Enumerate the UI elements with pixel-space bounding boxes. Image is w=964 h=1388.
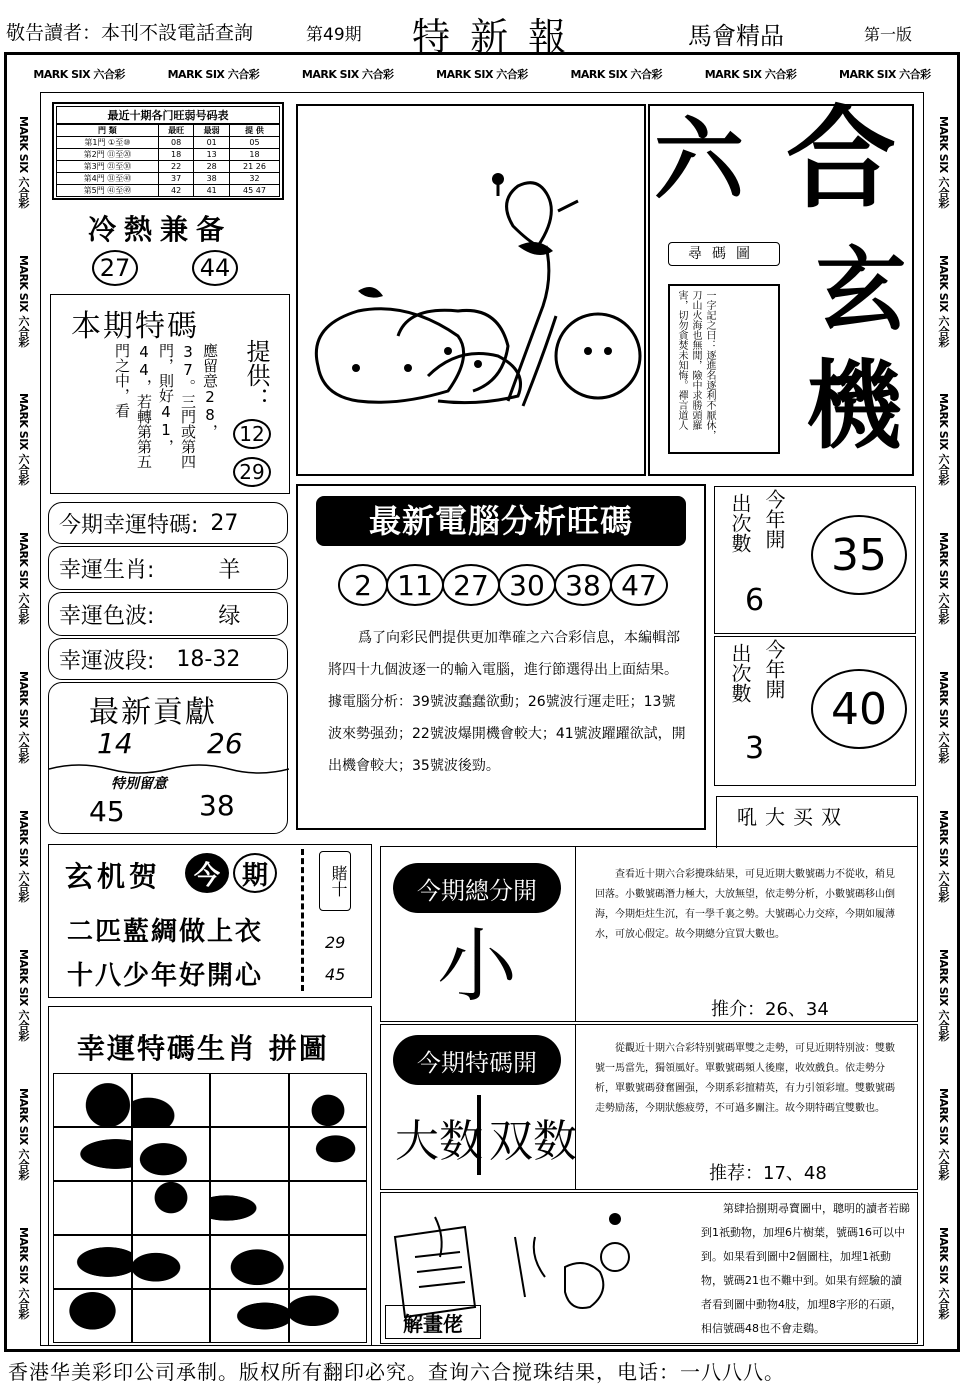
special-split-body: 從觀近十期六合彩特别號碼單雙之走勢，可見近期特別波：雙數號一馬當先，獨領風好。單數號碼頻人後塵，收效戲負。依走勢分析，單數號碼發奮圖强，今期系彩擅精英，有力引領彩壇。雙數號碼走勢励荡，今期狀態疲勞，不可過多關注。故今期特碼宜雙數也。 (595, 1043, 895, 1114)
cold-hot-number: 44 (192, 250, 238, 286)
contribution-number: 26 (207, 727, 243, 760)
analysis-body: 爲了向彩民們提供更加準確之六合彩信息，本編輯部將四十九個波逐一的輸入電腦，進行節選得出上面結果。據電腦分析：39號波蠢蠢欲動；26號波行運走旺；13號波來勢强劲；22號波爆開機會較大；41號波躍躍欲試，開出機會較大；35號波後勁。 (328, 630, 686, 774)
total-split-body: 查看近十期六合彩攪珠結果，可見近期大數號碼力不從收，稍見回落。小數號碼潛力極大，大放無望，依走勢分析，小數號碼移山倒海，今期炬炷生沉，有一學千裏之勢。大號碼心力交瘁，今期如履薄水，可放心假定。故今期總分宜買大數也。 (595, 869, 895, 940)
xuanji-side-number: 29 (325, 933, 346, 952)
scroll-text: 一字記之曰：逐進名逐利不厭休，刀山火海也無閒，險中求勝頭羅害，切勿貪焚未知悔。禪言道人 (676, 290, 715, 440)
special-split-recommend: 推荐：17、48 (709, 1163, 827, 1184)
header-issue: 第49期 (306, 25, 362, 45)
total-split-value: 小 (437, 920, 517, 1013)
xuanji-line1: 二匹藍綢做上衣 (67, 917, 264, 947)
contribution-box (48, 682, 288, 834)
table-row: 第2門 ⑪至⑳ 18 13 18 (57, 149, 280, 161)
cold-hot-title: 冷熱兼备 (88, 213, 233, 246)
rank-header: 最旺 (158, 125, 194, 137)
dashed-divider (301, 849, 304, 991)
analysis-number: 47 (610, 564, 668, 606)
mark-six-band-right: MARK SIX 六合彩 MARK SIX 六合彩 MARK SIX 六合彩 MARK SIX 六合彩 MARK SIX 六合彩 MARK SIX 六合彩 MARK SIX 六合彩 MARK SIX 六合彩 MARK SIX 六合彩 (937, 115, 950, 1319)
heading-tab (716, 796, 918, 848)
lucky-code: 27 (210, 510, 239, 536)
special-provide-label: 提供： (242, 339, 270, 411)
rank-table-box (52, 102, 284, 200)
mark-six-band-left: MARK SIX 六合彩 MARK SIX 六合彩 MARK SIX 六合彩 MARK SIX 六合彩 MARK SIX 六合彩 MARK SIX 六合彩 MARK SIX 六合彩 MARK SIX 六合彩 MARK SIX 六合彩 (17, 115, 30, 1319)
total-split-divider (575, 847, 576, 1021)
special-number: 29 (233, 457, 271, 487)
contribution-note: 特別留意 (111, 776, 167, 792)
table-row: 第1門 ①至⑩ 08 01 05 (57, 137, 280, 149)
year-stat-label-a: 出次數 (728, 493, 752, 553)
illustration-box (296, 104, 646, 476)
contribution-number: 45 (89, 795, 125, 828)
mark-six-band-top: MARK SIX 六合彩 MARK SIX 六合彩 MARK SIX 六合彩 MARK SIX 六合彩 MARK SIX 六合彩 MARK SIX 六合彩 MARK SIX 六合彩 (33, 68, 931, 81)
riddle-label: 解畫佬 (385, 1305, 481, 1339)
lucky-code-row: 今期幸運特碼: 27 (48, 502, 288, 544)
analysis-number: 38 (554, 564, 612, 606)
special-body: 應留意28，37。三門或第四門，則好41，44，若轉第第五門之中，看 (113, 343, 219, 469)
title-char: 玄 (816, 238, 906, 343)
analysis-numbers (338, 564, 668, 606)
cold-hot-number: 27 (92, 250, 138, 286)
lucky-zodiac-row: 幸運生肖: 羊 (48, 546, 288, 590)
lucky-color: 绿 (218, 603, 241, 629)
special-split-label: 今期特碼開 (393, 1035, 561, 1085)
scroll-panel (668, 284, 780, 454)
xuanji-title-c: 期 (233, 853, 277, 893)
xuanji-title-a: 玄机贺 (65, 860, 162, 893)
title-char: 六 (654, 108, 744, 213)
total-split-heading: 吼大买双 (737, 805, 849, 829)
special-number: 12 (233, 419, 271, 449)
table-row: 第4門 ㉛至㊵ 37 38 32 (57, 173, 280, 185)
title-char: 合 (786, 95, 896, 223)
analysis-number: 30 (498, 564, 556, 606)
special-split-divider (575, 1025, 576, 1189)
year-stat-count: 3 (745, 731, 765, 766)
year-stat-box (714, 636, 916, 786)
lucky-range: 18-32 (176, 646, 241, 672)
xuanji-side-label: 賭十 (319, 851, 351, 911)
contribution-number: 38 (199, 789, 235, 822)
total-split-recommend: 推介：26、34 (711, 999, 829, 1020)
riddle-body: 第肆拾捌期尋寶圖中，聰明的讀者若睇到1祇動物，加埋6片樹葉，號碼16可以中到。如果看到圖中2個圖柱，加埋1祇動物，號碼21也不難中到。如果有經驗的讀者看到圖中動物4肢，加埋8字形的石頭，相信號碼48也不會走鷄。 (701, 1202, 910, 1335)
year-stat-number: 35 (811, 515, 907, 595)
analysis-number: 11 (386, 564, 444, 606)
header-notice: 敬告讀者：本刊不設電話查詢 (6, 22, 254, 44)
puzzle-title: 幸運特碼生肖 拼圖 (77, 1032, 329, 1065)
rank-table (56, 124, 280, 197)
header-edition: 第一版 (864, 25, 913, 44)
lucky-zodiac: 羊 (218, 557, 241, 583)
rank-table-title: 最近十期各门旺弱号码表 (56, 106, 280, 124)
contribution-title: 最新貢獻 (89, 695, 217, 730)
title-block (648, 95, 914, 476)
year-stat-label-a: 出次數 (728, 643, 752, 703)
contribution-number: 14 (97, 727, 133, 760)
lucky-color-row: 幸運色波: 绿 (48, 592, 288, 636)
year-stat-label-b: 今年開 (762, 639, 786, 699)
lucky-range-row: 幸運波段: 18-32 (48, 638, 288, 680)
puzzle-grid (53, 1073, 367, 1343)
special-title: 本期特碼 (71, 309, 199, 344)
year-stat-box (714, 486, 916, 634)
header-title: 特 新 報 (412, 15, 571, 59)
total-split-label: 今期總分開 (393, 863, 561, 913)
wave-divider (49, 761, 289, 777)
xuanji-line2: 十八少年好開心 (67, 961, 264, 991)
xuanji-box (48, 844, 372, 998)
analysis-number: 27 (442, 564, 500, 606)
analysis-box (296, 484, 706, 830)
special-split-value: 双数 (489, 1116, 577, 1167)
table-row: 第5門 ㊶至㊾ 42 41 45 47 (57, 185, 280, 197)
scroll-tag: 尋碼圖 (668, 242, 780, 266)
rank-header: 門 類 (57, 125, 159, 137)
analysis-number: 2 (338, 564, 388, 606)
total-split-box (380, 805, 918, 1022)
year-stat-label-b: 今年開 (762, 489, 786, 549)
special-split-box (380, 1024, 918, 1190)
title-char: 機 (806, 350, 902, 462)
table-row: 第3門 ㉑至㉚ 22 28 21 26 (57, 161, 280, 173)
rank-header: 最弱 (194, 125, 230, 137)
xuanji-side-number: 45 (325, 965, 346, 984)
special-box (50, 294, 290, 494)
special-split-midline (477, 1095, 481, 1175)
special-split-value: 大数 (395, 1116, 483, 1167)
puzzle-box (48, 1006, 372, 1346)
xuanji-title-b: 今 (185, 853, 229, 893)
cartoon-illustration (298, 106, 644, 474)
analysis-title: 最新電腦分析旺碼 (316, 496, 686, 546)
year-stat-number: 40 (811, 669, 907, 749)
year-stat-count: 6 (745, 583, 765, 618)
footer-text: 香港华美彩印公司承制。版权所有翻印必究。查询六合搅珠结果，电话：一八八八。 (8, 1360, 785, 1384)
riddle-box (380, 1192, 918, 1344)
header-brand: 馬會精品 (688, 22, 784, 50)
rank-header: 提 供 (229, 125, 279, 137)
